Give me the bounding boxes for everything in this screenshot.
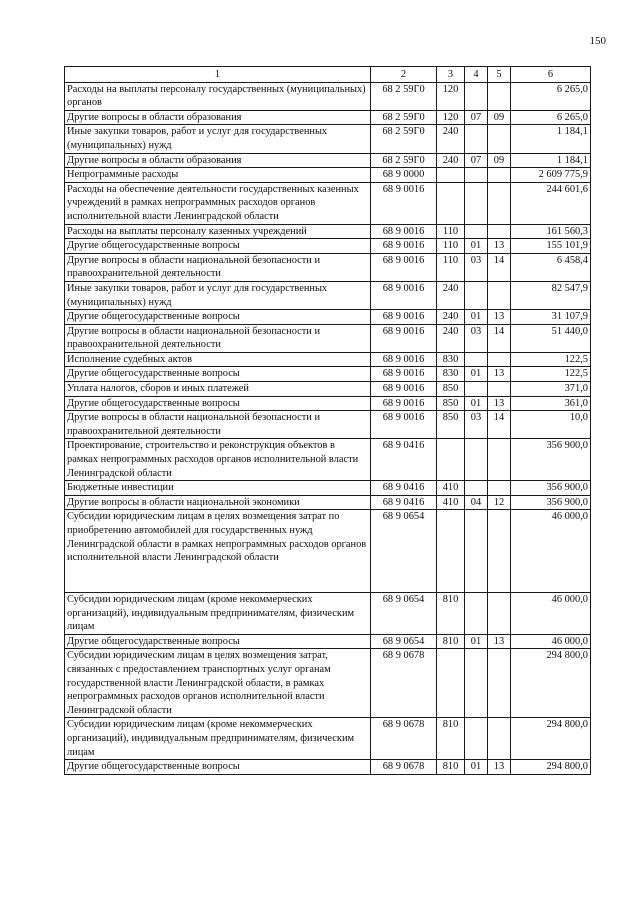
subsection-cell [488,593,511,635]
target-code-cell: 68 9 0016 [371,396,437,411]
amount-cell: 31 107,9 [511,310,591,325]
column-header: 6 [511,67,591,83]
amount-cell: 122,5 [511,367,591,382]
expense-type-cell: 830 [437,367,465,382]
section-cell: 07 [465,153,488,168]
expense-type-cell: 850 [437,396,465,411]
table-row [65,510,591,593]
row-name-cell: Другие общегосударственные вопросы [65,760,371,775]
table-row [65,125,591,153]
subsection-cell [488,481,511,496]
table-row [65,481,591,496]
subsection-cell: 13 [488,396,511,411]
amount-cell: 6 265,0 [511,110,591,125]
row-name-cell: Расходы на выплаты персоналу казенных учреждений [65,224,371,239]
amount-cell: 46 000,0 [511,593,591,635]
subsection-cell [488,649,511,718]
row-name-cell: Иные закупки товаров, работ и услуг для государственных (муниципальных) нужд [65,281,371,309]
expense-type-cell: 810 [437,760,465,775]
amount-cell: 1 184,1 [511,153,591,168]
row-name-cell: Расходы на обеспечение деятельности государственных казенных учреждений в рамках непрограммных расходов органов исполнительной власти Ленинградской области [65,182,371,224]
section-cell [465,224,488,239]
column-header: 4 [465,67,488,83]
expense-type-cell [437,168,465,183]
target-code-cell: 68 2 59Г0 [371,153,437,168]
amount-cell: 155 101,9 [511,239,591,254]
table-row [65,439,591,481]
amount-cell: 46 000,0 [511,510,591,593]
amount-cell: 2 609 775,9 [511,168,591,183]
target-code-cell: 68 9 0016 [371,253,437,281]
amount-cell: 356 900,0 [511,481,591,496]
section-cell [465,182,488,224]
amount-cell: 356 900,0 [511,439,591,481]
amount-cell: 82 547,9 [511,281,591,309]
target-code-cell: 68 9 0000 [371,168,437,183]
table-row [65,281,591,309]
row-name-cell: Другие вопросы в области образования [65,110,371,125]
amount-cell: 361,0 [511,396,591,411]
section-cell [465,168,488,183]
expense-type-cell: 120 [437,82,465,110]
subsection-cell [488,718,511,760]
subsection-cell [488,439,511,481]
subsection-cell [488,281,511,309]
row-name-cell: Другие общегосударственные вопросы [65,239,371,254]
subsection-cell: 12 [488,495,511,510]
expense-type-cell [437,510,465,593]
section-cell [465,718,488,760]
expense-type-cell: 830 [437,352,465,367]
expense-type-cell [437,439,465,481]
expense-type-cell: 410 [437,481,465,496]
target-code-cell: 68 9 0016 [371,411,437,439]
expense-type-cell: 110 [437,239,465,254]
target-code-cell: 68 9 0416 [371,495,437,510]
row-name-cell: Субсидии юридическим лицам (кроме некоммерческих организаций), индивидуальным предпринимателям, физическим лицам [65,718,371,760]
column-header: 5 [488,67,511,83]
amount-cell: 6 265,0 [511,82,591,110]
amount-cell: 1 184,1 [511,125,591,153]
section-cell: 01 [465,760,488,775]
target-code-cell: 68 9 0016 [371,352,437,367]
row-name-cell: Другие вопросы в области национальной экономики [65,495,371,510]
section-cell: 01 [465,310,488,325]
expense-type-cell: 810 [437,718,465,760]
expense-type-cell: 120 [437,110,465,125]
row-name-cell: Субсидии юридическим лицам в целях возмещения затрат по приобретению автомобилей для государственных нужд Ленинградской области в рамках непрограммных расходов органов исполнительной власти Ленинградской области [65,510,371,593]
target-code-cell: 68 9 0678 [371,718,437,760]
table-row [65,224,591,239]
table-row [65,495,591,510]
table-row [65,168,591,183]
column-header: 3 [437,67,465,83]
section-cell: 01 [465,367,488,382]
target-code-cell: 68 9 0654 [371,593,437,635]
target-code-cell: 68 9 0016 [371,281,437,309]
table-row [65,411,591,439]
amount-cell: 356 900,0 [511,495,591,510]
budget-table [64,66,591,775]
target-code-cell: 68 9 0416 [371,481,437,496]
table-row [65,352,591,367]
section-cell: 01 [465,239,488,254]
section-cell [465,481,488,496]
table-row [65,634,591,649]
row-name-cell: Другие вопросы в области национальной безопасности и правоохранительной деятельности [65,253,371,281]
row-name-cell: Исполнение судебных актов [65,352,371,367]
target-code-cell: 68 2 59Г0 [371,125,437,153]
row-name-cell: Проектирование, строительство и реконструкция объектов в рамках непрограммных расходов органов исполнительной власти Ленинградской области [65,439,371,481]
target-code-cell: 68 9 0016 [371,310,437,325]
section-cell: 03 [465,324,488,352]
target-code-cell: 68 9 0016 [371,182,437,224]
section-cell [465,352,488,367]
subsection-cell [488,510,511,593]
table-row [65,718,591,760]
expense-type-cell: 240 [437,125,465,153]
table-row [65,593,591,635]
subsection-cell [488,82,511,110]
amount-cell: 294 800,0 [511,760,591,775]
subsection-cell [488,125,511,153]
target-code-cell: 68 9 0654 [371,634,437,649]
amount-cell: 6 458,4 [511,253,591,281]
table-row [65,253,591,281]
target-code-cell: 68 2 59Г0 [371,82,437,110]
section-cell: 01 [465,634,488,649]
subsection-cell: 13 [488,634,511,649]
table-body [65,67,591,775]
table-row [65,760,591,775]
target-code-cell: 68 9 0416 [371,439,437,481]
table-header-row [65,67,591,83]
subsection-cell: 13 [488,310,511,325]
row-name-cell: Другие вопросы в области национальной безопасности и правоохранительной деятельности [65,324,371,352]
amount-cell: 244 601,6 [511,182,591,224]
expense-type-cell: 810 [437,593,465,635]
row-name-cell: Другие общегосударственные вопросы [65,367,371,382]
expense-type-cell: 240 [437,310,465,325]
column-header: 2 [371,67,437,83]
page-number: 150 [589,35,606,47]
expense-type-cell: 850 [437,382,465,397]
expense-type-cell: 410 [437,495,465,510]
table-row [65,182,591,224]
row-name-cell: Иные закупки товаров, работ и услуг для государственных (муниципальных) нужд [65,125,371,153]
table-row [65,324,591,352]
section-cell [465,281,488,309]
expense-type-cell: 110 [437,224,465,239]
section-cell: 01 [465,396,488,411]
amount-cell: 51 440,0 [511,324,591,352]
subsection-cell [488,168,511,183]
row-name-cell: Другие общегосударственные вопросы [65,634,371,649]
row-name-cell: Другие вопросы в области образования [65,153,371,168]
row-name-cell: Субсидии юридическим лицам (кроме некоммерческих организаций), индивидуальным предпринимателям, физическим лицам [65,593,371,635]
expense-type-cell: 810 [437,634,465,649]
section-cell: 04 [465,495,488,510]
amount-cell: 46 000,0 [511,634,591,649]
expense-type-cell: 850 [437,411,465,439]
subsection-cell [488,182,511,224]
row-name-cell: Расходы на выплаты персоналу государственных (муниципальных) органов [65,82,371,110]
amount-cell: 161 560,3 [511,224,591,239]
expense-type-cell: 240 [437,153,465,168]
section-cell [465,593,488,635]
section-cell: 07 [465,110,488,125]
row-name-cell: Уплата налогов, сборов и иных платежей [65,382,371,397]
section-cell: 03 [465,411,488,439]
table-row [65,110,591,125]
expense-type-cell: 240 [437,281,465,309]
target-code-cell: 68 9 0016 [371,224,437,239]
target-code-cell: 68 9 0678 [371,649,437,718]
amount-cell: 371,0 [511,382,591,397]
target-code-cell: 68 9 0654 [371,510,437,593]
row-name-cell: Бюджетные инвестиции [65,481,371,496]
subsection-cell [488,224,511,239]
target-code-cell: 68 9 0016 [371,324,437,352]
amount-cell: 294 800,0 [511,718,591,760]
target-code-cell: 68 2 59Г0 [371,110,437,125]
target-code-cell: 68 9 0678 [371,760,437,775]
section-cell: 03 [465,253,488,281]
expense-type-cell [437,649,465,718]
amount-cell: 10,0 [511,411,591,439]
amount-cell: 294 800,0 [511,649,591,718]
target-code-cell: 68 9 0016 [371,239,437,254]
expense-type-cell [437,182,465,224]
row-name-cell: Другие общегосударственные вопросы [65,396,371,411]
subsection-cell: 09 [488,110,511,125]
subsection-cell [488,382,511,397]
table-row [65,367,591,382]
table-row [65,82,591,110]
column-header: 1 [65,67,371,83]
table-row [65,649,591,718]
target-code-cell: 68 9 0016 [371,367,437,382]
expense-type-cell: 240 [437,324,465,352]
section-cell [465,82,488,110]
section-cell [465,439,488,481]
section-cell [465,382,488,397]
section-cell [465,510,488,593]
subsection-cell: 13 [488,367,511,382]
target-code-cell: 68 9 0016 [371,382,437,397]
section-cell [465,125,488,153]
table-row [65,396,591,411]
subsection-cell: 09 [488,153,511,168]
subsection-cell: 13 [488,760,511,775]
table-row [65,153,591,168]
table-row [65,382,591,397]
row-name-cell: Субсидии юридическим лицам в целях возмещения затрат, связанных с предоставлением транспортных услуг органам государственной власти Ленинградской области, в рамках непрограммных расходов органов исполнительной власти Ленинградской области [65,649,371,718]
row-name-cell: Другие вопросы в области национальной безопасности и правоохранительной деятельности [65,411,371,439]
table-row [65,239,591,254]
table-row [65,310,591,325]
section-cell [465,649,488,718]
subsection-cell [488,352,511,367]
amount-cell: 122,5 [511,352,591,367]
subsection-cell: 14 [488,253,511,281]
subsection-cell: 14 [488,324,511,352]
subsection-cell: 14 [488,411,511,439]
row-name-cell: Непрограммные расходы [65,168,371,183]
expense-type-cell: 110 [437,253,465,281]
subsection-cell: 13 [488,239,511,254]
row-name-cell: Другие общегосударственные вопросы [65,310,371,325]
